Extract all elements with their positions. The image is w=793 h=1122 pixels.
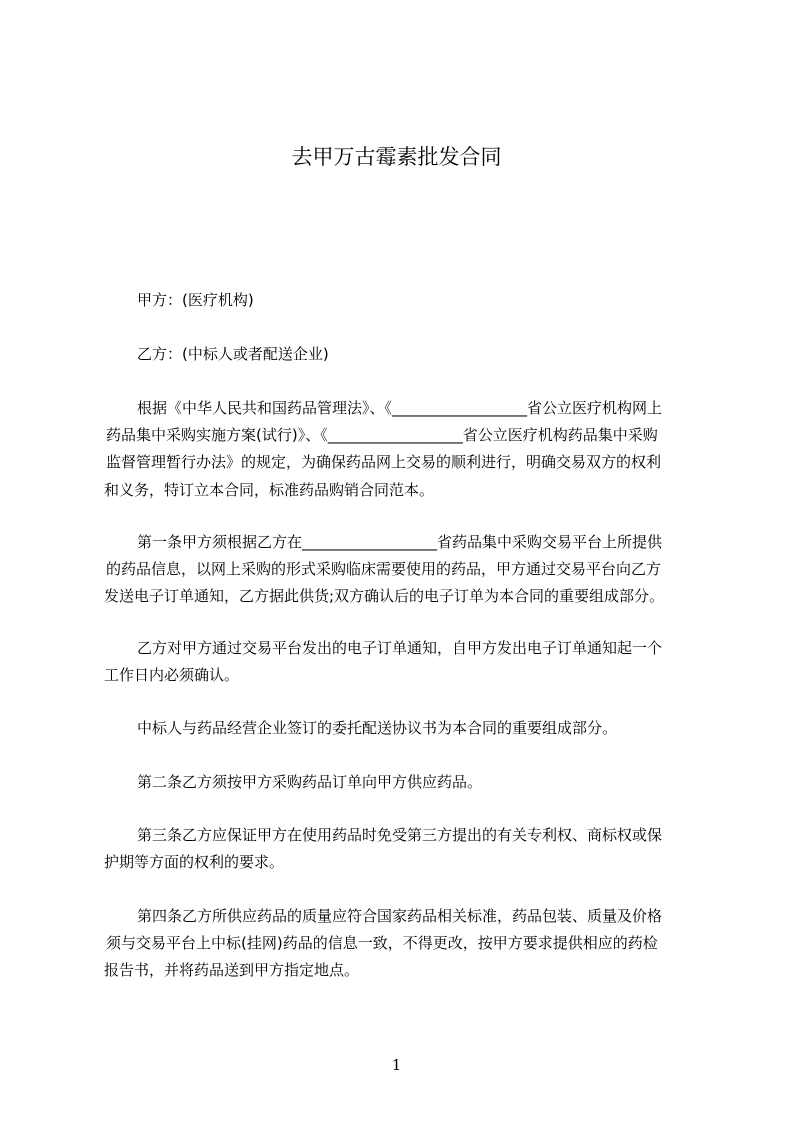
article4-line-3: 报告书，并将药品送到甲方指定地点。 bbox=[104, 961, 360, 979]
article1-line-1: 第一条甲方须根据乙方在__________________省药品集中采购交易平台上所提供 bbox=[137, 533, 663, 551]
delegation-clause: 中标人与药品经营企业签订的委托配送协议书为本合同的重要组成部分。 bbox=[137, 719, 618, 737]
confirm-clause-line-2: 工作日内必须确认。 bbox=[104, 666, 240, 684]
article3-line-1: 第三条乙方应保证甲方在使用药品时免受第三方提出的有关专利权、商标权或保 bbox=[137, 826, 663, 844]
preamble-line-2: 药品集中采购实施方案(试行)》、《__________________省公立医疗机构药品集中采购 bbox=[106, 426, 658, 444]
party-a-line: 甲方：(医疗机构) bbox=[137, 291, 254, 309]
article3-line-2: 护期等方面的权利的要求。 bbox=[104, 853, 285, 871]
party-b-line: 乙方：(中标人或者配送企业) bbox=[137, 345, 329, 363]
page-number: 1 bbox=[391, 1056, 402, 1074]
article1-line-3: 发送电子订单通知，乙方据此供货;双方确认后的电子订单为本合同的重要组成部分。 bbox=[104, 587, 665, 605]
article2-line: 第二条乙方须按甲方采购药品订单向甲方供应药品。 bbox=[137, 773, 483, 791]
document-title: 去甲万古霉素批发合同 bbox=[291, 145, 502, 169]
confirm-clause-line-1: 乙方对甲方通过交易平台发出的电子订单通知，自甲方发出电子订单通知起一个 bbox=[137, 639, 663, 657]
article1-line-2: 的药品信息，以网上采购的形式采购临床需要使用的药品，甲方通过交易平台向乙方 bbox=[106, 560, 662, 578]
preamble-line-3: 监督管理暂行办法》的规定，为确保药品网上交易的顺利进行，明确交易双方的权利 bbox=[106, 453, 662, 471]
preamble-line-4: 和义务，特订立本合同，标准药品购销合同范本。 bbox=[104, 481, 435, 499]
article4-line-1: 第四条乙方所供应药品的质量应符合国家药品相关标准，药品包装、质量及价格 bbox=[137, 907, 663, 925]
preamble-line-1: 根据《中华人民共和国药品管理法》、《__________________省公立医疗机构网上 bbox=[137, 399, 663, 417]
article4-line-2: 须与交易平台上中标(挂网)药品的信息一致，不得更改，按甲方要求提供相应的药检 bbox=[106, 934, 658, 952]
